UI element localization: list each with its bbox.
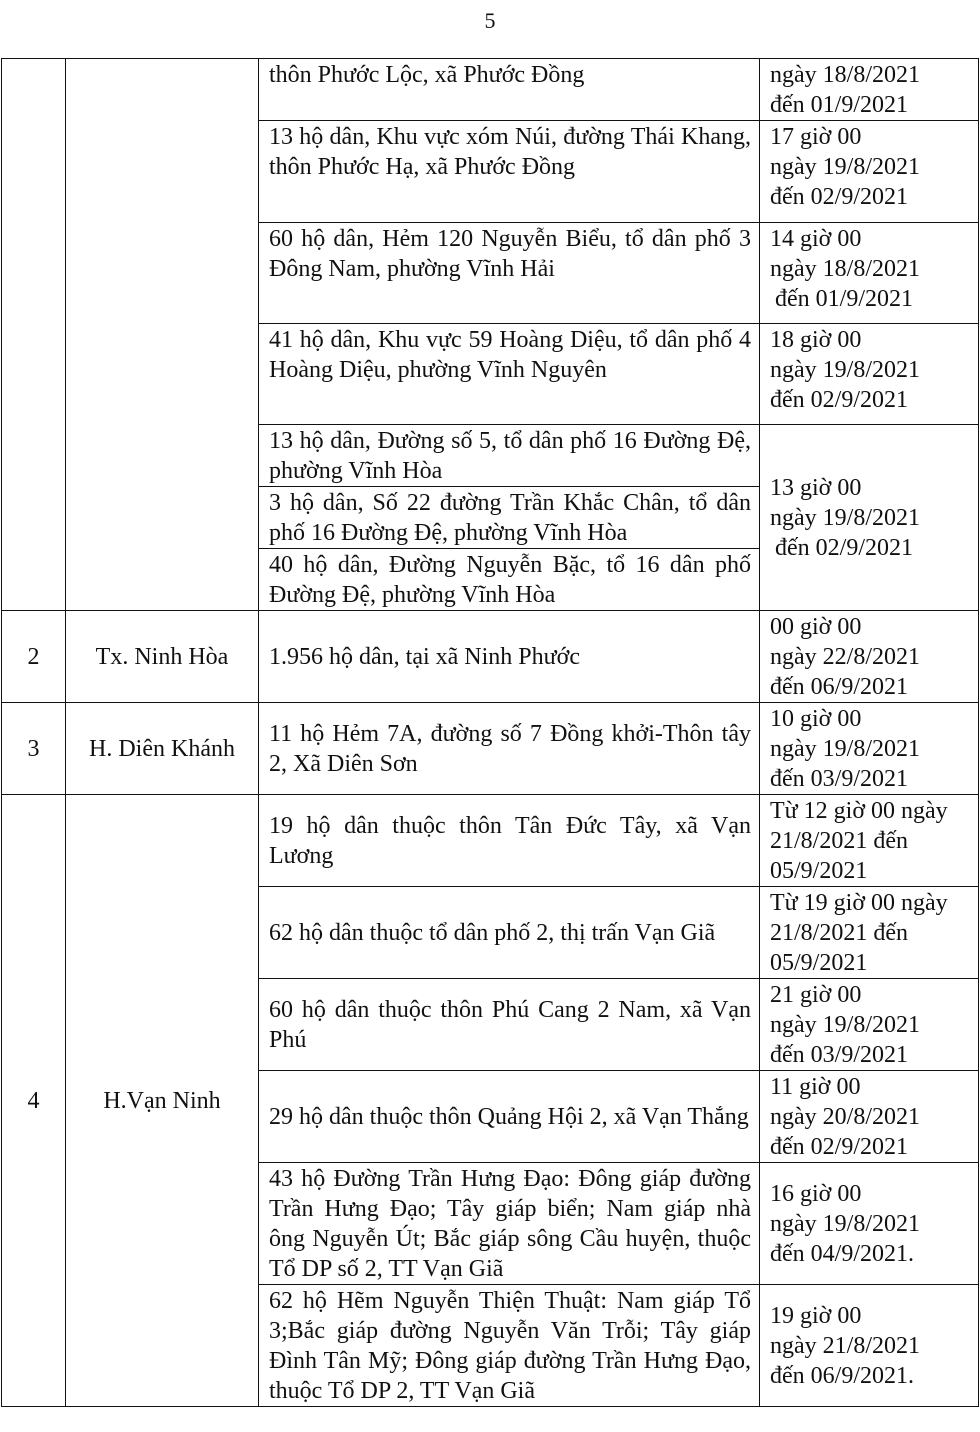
unit-cell bbox=[66, 59, 259, 611]
time-line: đến 03/9/2021 bbox=[770, 766, 908, 792]
time-line: ngày 21/8/2021 bbox=[770, 1333, 920, 1359]
unit-cell: H. Diên Khánh bbox=[66, 703, 259, 795]
time-cell bbox=[760, 795, 979, 887]
time-line: 14 giờ 00 bbox=[770, 226, 862, 252]
time-cell bbox=[760, 703, 979, 795]
time-cell bbox=[760, 324, 979, 425]
time-line: ngày 18/8/2021 bbox=[770, 62, 920, 88]
time-line: 17 giờ 00 bbox=[770, 124, 862, 150]
time-line: đến 02/9/2021 bbox=[775, 535, 913, 561]
area-cell: 40 hộ dân, Đường Nguyễn Bặc, tổ 16 dân phố Đường Đệ, phường Vĩnh Hòa bbox=[259, 549, 760, 611]
time-line: ngày 19/8/2021 bbox=[770, 154, 920, 180]
time-line: 21/8/2021 đến bbox=[770, 828, 908, 854]
time-line: đến 01/9/2021 bbox=[770, 92, 908, 118]
unit-cell: H.Vạn Ninh bbox=[66, 795, 259, 1407]
time-line: đến 01/9/2021 bbox=[775, 286, 913, 312]
stt-cell: 3 bbox=[2, 703, 66, 795]
time-line: 18 giờ 00 bbox=[770, 327, 862, 353]
time-line: đến 02/9/2021 bbox=[770, 184, 908, 210]
area-cell: 19 hộ dân thuộc thôn Tân Đức Tây, xã Vạn Lương bbox=[259, 795, 760, 887]
time-line: ngày 20/8/2021 bbox=[770, 1104, 920, 1130]
time-line: đến 06/9/2021 bbox=[770, 674, 908, 700]
time-cell bbox=[760, 887, 979, 979]
area-cell: 11 hộ Hẻm 7A, đường số 7 Đồng khởi-Thôn tây 2, Xã Diên Sơn bbox=[259, 703, 760, 795]
time-line: ngày 19/8/2021 bbox=[770, 357, 920, 383]
time-line: ngày 19/8/2021 bbox=[770, 1211, 920, 1237]
area-cell: 62 hộ dân thuộc tổ dân phố 2, thị trấn Vạn Giã bbox=[259, 887, 760, 979]
time-line: đến 04/9/2021. bbox=[770, 1241, 914, 1267]
table-row bbox=[2, 795, 979, 887]
time-cell bbox=[760, 425, 979, 611]
area-cell: 13 hộ dân, Đường số 5, tổ dân phố 16 Đường Đệ, phường Vĩnh Hòa bbox=[259, 425, 760, 487]
area-cell: 60 hộ dân thuộc thôn Phú Cang 2 Nam, xã Vạn Phú bbox=[259, 979, 760, 1071]
time-cell bbox=[760, 1163, 979, 1285]
area-cell: 62 hộ Hẽm Nguyễn Thiện Thuật: Nam giáp Tổ 3;Bắc giáp đường Nguyễn Văn Trỗi; Tây giáp Đình Tân Mỹ; Đông giáp đường Trần Hưng Đạo, thuộc Tổ DP 2, TT Vạn Giã bbox=[259, 1285, 760, 1407]
time-line: đến 06/9/2021. bbox=[770, 1363, 914, 1389]
stt-cell bbox=[2, 59, 66, 611]
area-cell: 43 hộ Đường Trần Hưng Đạo: Đông giáp đường Trần Hưng Đạo; Tây giáp biển; Nam giáp nhà ông Nguyễn Út; Bắc giáp sông Cầu huyện, thuộc Tổ DP số 2, TT Vạn Giã bbox=[259, 1163, 760, 1285]
table-row bbox=[2, 59, 979, 121]
area-cell: 3 hộ dân, Số 22 đường Trần Khắc Chân, tổ dân phố 16 Đường Đệ, phường Vĩnh Hòa bbox=[259, 487, 760, 549]
time-cell bbox=[760, 979, 979, 1071]
time-line: ngày 19/8/2021 bbox=[770, 505, 920, 531]
time-line: ngày 18/8/2021 bbox=[770, 256, 920, 282]
time-cell bbox=[760, 59, 979, 121]
time-line: 21/8/2021 đến bbox=[770, 920, 908, 946]
time-line: 16 giờ 00 bbox=[770, 1181, 862, 1207]
time-line: 05/9/2021 bbox=[770, 950, 868, 976]
time-line: 11 giờ 00 bbox=[770, 1074, 861, 1100]
time-cell bbox=[760, 1071, 979, 1163]
area-cell: 1.956 hộ dân, tại xã Ninh Phước bbox=[259, 611, 760, 703]
area-cell: 29 hộ dân thuộc thôn Quảng Hội 2, xã Vạn Thắng bbox=[259, 1071, 760, 1163]
time-line: 19 giờ 00 bbox=[770, 1303, 862, 1329]
area-cell: 41 hộ dân, Khu vực 59 Hoàng Diệu, tổ dân phố 4 Hoàng Diệu, phường Vĩnh Nguyên bbox=[259, 324, 760, 425]
stt-cell: 4 bbox=[2, 795, 66, 1407]
area-cell: 13 hộ dân, Khu vực xóm Núi, đường Thái Khang, thôn Phước Hạ, xã Phước Đồng bbox=[259, 121, 760, 223]
table-row bbox=[2, 703, 979, 795]
time-line: 13 giờ 00 bbox=[770, 475, 862, 501]
time-line: đến 03/9/2021 bbox=[770, 1042, 908, 1068]
time-line: Từ 19 giờ 00 ngày bbox=[770, 890, 948, 916]
area-cell: thôn Phước Lộc, xã Phước Đồng bbox=[259, 59, 760, 121]
time-cell bbox=[760, 121, 979, 223]
area-cell: 60 hộ dân, Hẻm 120 Nguyễn Biểu, tổ dân phố 3 Đông Nam, phường Vĩnh Hải bbox=[259, 223, 760, 324]
time-cell bbox=[760, 223, 979, 324]
time-line: đến 02/9/2021 bbox=[770, 387, 908, 413]
time-line: ngày 19/8/2021 bbox=[770, 736, 920, 762]
time-line: ngày 22/8/2021 bbox=[770, 644, 920, 670]
stt-cell: 2 bbox=[2, 611, 66, 703]
time-line: 10 giờ 00 bbox=[770, 706, 862, 732]
time-cell bbox=[760, 611, 979, 703]
time-line: đến 02/9/2021 bbox=[770, 1134, 908, 1160]
time-line: 00 giờ 00 bbox=[770, 614, 862, 640]
page-number: 5 bbox=[484, 8, 496, 33]
time-line: 05/9/2021 bbox=[770, 858, 868, 884]
table-row bbox=[2, 611, 979, 703]
time-cell bbox=[760, 1285, 979, 1407]
time-line: ngày 19/8/2021 bbox=[770, 1012, 920, 1038]
time-line: 21 giờ 00 bbox=[770, 982, 862, 1008]
time-line: Từ 12 giờ 00 ngày bbox=[770, 798, 948, 824]
unit-cell: Tx. Ninh Hòa bbox=[66, 611, 259, 703]
quarantine-table bbox=[1, 58, 979, 1407]
